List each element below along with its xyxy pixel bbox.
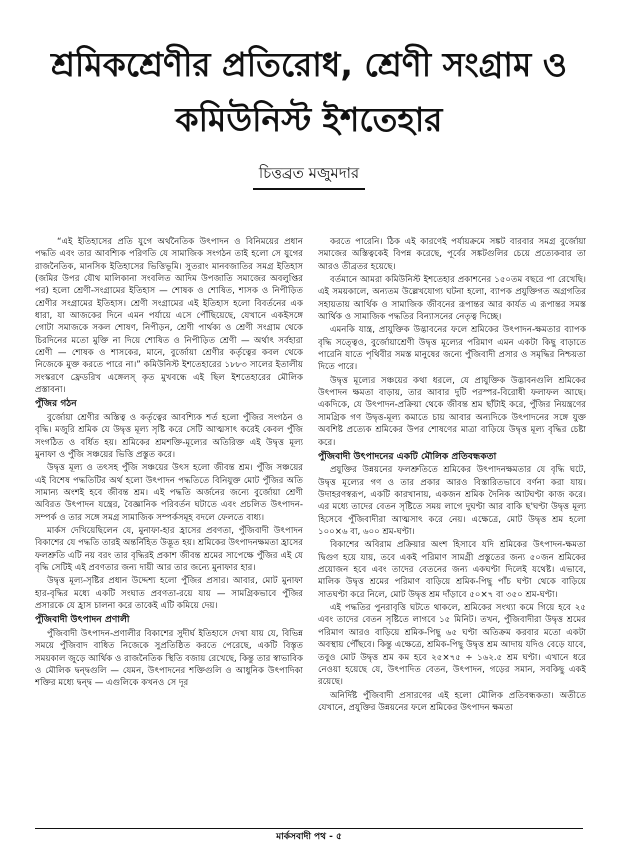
paragraph: করতে পারেনি। ঠিক এই কারণেই পর্যায়ক্রমে সঙ্কট বারবার সমগ্র বুর্জোয়া সমাজের অস্তিত্বকেই বিপন্ন করেছে, পূর্বের সঙ্কটগুলির চেয়ে প্রত্যেকবার তা আরও তীব্রতর হয়েছে। <box>318 237 586 272</box>
section-heading: পুঁজির গঠন <box>35 398 77 410</box>
article-title-line-2: কমিউনিস্ট ইশতেহার <box>175 100 443 139</box>
paragraph: এমনকি যান্ত্র, প্রাযুক্তিক উদ্ভাবনের ফলে শ্রমিকের উৎপাদন-ক্ষমতার ব্যাপক বৃদ্ধি সত্ত্বেও, বুর্জোয়াশ্রেণী উদ্বৃত্ত মূল্যের পরিমাণ এমন একটা কিছু বাড়াতে পারেনি যাতে পৃথিবীর সমস্ত মানুষের জন্যে পুঁজিবাদী প্রসার ও সমৃদ্ধির নিশ্চয়তা দিতে পারে। <box>318 325 586 373</box>
paragraph: “এই ইতিহাসের প্রতি যুগে অর্থনৈতিক উৎপাদন ও বিনিময়ের প্রধান পদ্ধতি এবং তার আবশ্যিক পরিণতি যে সামাজিক সংগঠন তাই হলো সে যুগের রাজনৈতিক, মানসিক ইতিহাসের ভিত্তিভূমি। সুতরাং মানবজাতির সমগ্র ইতিহাস (জমির উপর যৌথ মালিকানা সংবলিত আদিম উপজাতি সমাজের অবলুপ্তির পর) হলো শ্রেণী-সংগ্রামের ইতিহাস — শোষক ও শোষিত, শাসক ও নিপীড়িত শ্রেণীর সংগ্রামের ইতিহাস। শ্রেণী সংগ্রামের এই ইতিহাস হলো বিবর্তনের এক ধারা, যা আজকের দিনে এমন পর্যায়ে এসে পৌঁছিয়েছে, যেখানে একইসঙ্গে গোটা সমাজকে সকল শোষণ, নিপীড়ন, শ্রেণী পার্থক্য ও শ্রেণী সংগ্রাম থেকে চিরদিনের মতো মুক্তি না দিয়ে শোষিত ও নিপীড়িত শ্রেণী — অর্থাৎ সর্বহারা শ্রেণী — শোষক ও শাসকের, মানে, বুর্জোয়া শ্রেণীর কর্তৃত্বের কবল থেকে নিজেকে মুক্ত করতে পারে না।” কমিউনিস্ট ইশতেহারের ১৮৮৩ সালের ইতালীয় সংস্করণে ফ্রেডরিখ এঙ্গেলস্ কৃত মুখবন্ধে এই ছিল ইশতেহারের মৌলিক প্রস্তাবনা। <box>35 237 303 396</box>
paragraph: উদ্বৃত্ত মূল্য ও তৎসহ পুঁজি সঞ্চয়ের উৎস হলো জীবন্ত শ্রম। পুঁজি সঞ্চয়ের এই বিশেষ পদ্ধতিটির অর্থ হলো উৎপাদন পদ্ধতিতে বিনিযুক্ত মোট পুঁজির অতি সামান্য অংশই হবে জীবন্ত শ্রম। এই পদ্ধতি অর্জনের জন্যে বুর্জোয়া শ্রেণী অবিরত উৎপাদন যন্ত্রের, বৈজ্ঞানিক পরিবর্তন ঘটাতে এবং প্রচলিত উৎপাদন-সম্পর্ক ও তার সঙ্গে সমগ্র সামাজিক সম্পর্কসমূহ বদলে ফেলতে বাধ্য। <box>35 463 303 523</box>
page-footer <box>0 828 618 846</box>
paragraph: উদ্বৃত্ত মূল্যের সঞ্চয়ের কথা ধরলে, যে প্রাযুক্তিক উদ্ভাবনগুলি শ্রমিকের উৎপাদন ক্ষমতা বাড়ায়, তার আবার দুটি পরস্পর-বিরোধী ফলাফল আছে। একদিকে, যে উৎপাদন-প্রক্রিয়া থেকে জীবন্ত শ্রম ছাঁটাই করে, পুঁজির নিয়ন্ত্রণের সামগ্রিক গণ উদ্বৃত্ত-মূল্য কমাতে চায় আবার অন্যদিকে উৎপাদনের সঙ্গে যুক্ত অবশিষ্ট প্রত্যেক শ্রমিকের উপর শোষণের মাত্রা বাড়িয়ে উদ্বৃত্ত মূল্য বৃদ্ধির চেষ্টা করে। <box>318 375 586 448</box>
paragraph: বর্তমানে আমরা কমিউনিস্ট ইশতেহার প্রকাশনের ১৫০তম বছরে পা রেখেছি। এই সময়কালে, অন্যতম উল্লেখযোগ্য ঘটনা হলো, ব্যাপক প্রযুক্তিগত অগ্রগতির সহায়তায় আর্থিক ও সামাজিক জীবনের রূপান্তর আর কার্যত এ রূপান্তর সমস্ত আর্থিক ও সামাজিক পদ্ধতির বিন্যাসনের নেতৃত্ব দিচ্ছে। <box>318 275 586 323</box>
paragraph: এই পদ্ধতির পুনরাবৃত্তি ঘটতে থাকলে, শ্রমিকের সংখ্যা কমে গিয়ে হবে ২৫ এবং তাদের বেতন সৃষ্টিতে লাগবে ১৫ মিনিট। তখন, পুঁজিবাদীরা উদ্বৃত্ত শ্রমের পরিমাণ আরও বাড়িয়ে শ্রমিক-পিছু ৬৫ ঘণ্টা অতিক্রম করবার মতো একটা অবস্থায় পৌঁছবে। কিন্তু এক্ষেত্রে, শ্রমিক-পিছু উদ্বৃত্ত শ্রম আদায় যদিও বেড়ে যাবে, তবুও মোট উদ্বৃত্ত শ্রম কম হবে ২৫×৭৫ ÷ ১৬২.৫ শ্রম ঘণ্টা। এখানে ধরে নেওয়া হয়েছে যে, উৎপাদিত বেতন, উৎপাদন, গড়ের সমান, সবকিছু একই রয়েছে। <box>318 603 586 688</box>
paragraph: প্রযুক্তির উন্নয়নের ফলশ্রুতিতে শ্রমিকের উৎপাদনক্ষমতার যে বৃদ্ধি ঘটে, উদ্বৃত্ত মূল্যের গণ ও তার প্রকার আরও বিস্তারিতভাবে বর্ণনা করা যায়। উদাহরণস্বরূপ, একটি কারখানায়, একজন শ্রমিক দৈনিক আটঘণ্টা কাজ করে। এর মধ্যে তাদের বেতন সৃষ্টিতে সময় লাগে দুঘণ্টা আর বাকি ছ'ঘণ্টা উদ্বৃত্ত মূল্য হিসেবে পুঁজিবাদীরা আত্মসাৎ করে নেয়। এক্ষেত্রে, মোট উদ্বৃত্ত শ্রম হলো ১০০×৬ বা, ৬০০ শ্রম-ঘণ্টা। <box>318 465 586 538</box>
paragraph: অনির্দিষ্ট পুঁজিবাদী প্রসারণের এই হলো মৌলিক প্রতিবন্ধকতা। অতীতে যেখানে, প্রযুক্তির উন্নয়নের ফলে শ্রমিকের উৎপাদন ক্ষমতা <box>318 690 586 713</box>
paragraph: উদ্বৃত্ত মূল্য-সৃষ্টির প্রধান উদ্দেশ্য হলো পুঁজির প্রসার। আবার, মোট মুনাফা হার-বৃদ্ধির মধ্যে একটি সংঘাত প্রবণতা-রয়ে যায় — সামগ্রিকভাবে পুঁজির প্রসারকে যে হ্রাস চালনা করে তাকেই এটি কমিয়ে দেয়। <box>35 576 303 612</box>
section-heading: পুঁজিবাদী উৎপাদনের একটি মৌলিক প্রতিবন্ধকতা <box>318 450 497 462</box>
section-heading: পুঁজিবাদী উৎপাদন প্রণালী <box>35 614 130 626</box>
paragraph: বুর্জোয়া শ্রেণীর অস্তিত্ব ও কর্তৃত্বের আবশ্যিক শর্ত হলো পুঁজির সংগঠন ও বৃদ্ধি। মজুরি শ্রমিক যে উদ্বৃত্ত মূল্য সৃষ্টি করে সেটি আত্মসাৎ করেই কেবল পুঁজি সংগঠিত ও বর্ধিত হয়। শ্রমিকের শ্রমশক্তি-মূল্যের অতিরিক্ত এই উদ্বৃত্ত মূল্য মুনাফা ও পুঁজি সঞ্চয়ের ভিত্তি প্রস্তুত করে। <box>35 412 303 460</box>
paragraph: বিকাশের অবিরাম প্রক্রিয়ার অংশ হিসাবে যদি শ্রমিকের উৎপাদন-ক্ষমতা দ্বিগুণ হয়ে যায়, তবে একই পরিমাণ সামগ্রী প্রস্তুতের জন্য ৫০জন শ্রমিকের প্রয়োজন হবে এবং তাদের বেতনের জন্য একঘণ্টা দিলেই যথেষ্ট। এভাবে, মালিক উদ্বৃত্ত শ্রমের পরিমাণ বাড়িয়ে শ্রমিক-পিছু পাঁচ ঘণ্টা থেকে বাড়িয়ে সাতঘণ্টা করে নিলে, মোট উদ্বৃত্ত শ্রম দাঁড়াবে ৫০×৭ বা ৩৫০ শ্রম-ঘণ্টা। <box>318 540 586 600</box>
footer-rule <box>35 828 583 829</box>
article-title-line-1: শ্রমিকশ্রেণীর প্রতিরোধ, শ্রেণী সংগ্রাম ও <box>50 45 568 84</box>
paragraph: পুঁজিবাদী উৎপাদন-প্রণালীর বিকাশের সুদীর্ঘ ইতিহাসে দেখা যায় যে, বিভিন্ন সময়ে পুঁজিবাদ বাধিত নিজেকে সুপ্রতিষ্ঠিত করতে পেরেছে, একটি বিস্তৃত সময়কাল জুড়ে আর্থিক ও রাজনৈতিক স্থিতি বজায় রেখেছে, কিন্তু তার স্বাভাবিক ও মৌলিক দ্বন্দ্বগুলি — যেমন, উৎপাদনের শক্তিগুলি ও আধুনিক উৎপাদিকা শক্তির মধ্যে দ্বন্দ্ব — এগুলিকে কখনও সে দূর <box>35 628 303 689</box>
right-column <box>318 236 586 818</box>
left-column <box>35 236 303 818</box>
author-name: চিত্তব্রত মজুমদার <box>258 164 360 182</box>
footer-page-label: মার্কসবাদী পথ - ৫ <box>276 832 342 842</box>
author-underline <box>253 188 365 190</box>
paragraph: মার্কস দেখিয়েছিলেন যে, মুনাফা-হার হ্রাসের প্রবণতা, পুঁজিবাদী উৎপাদন বিকাশের যে পদ্ধতি তারই অন্তর্নিহিত উদ্ভূত হয়। শ্রমিকের উৎপাদনক্ষমতা হ্রাসের ফলশ্রুতি এটি নয় বরং তার বৃদ্ধিরই প্রকাশ জীবন্ত শ্রমের সাপেক্ষে পুঁজির এই যে বৃদ্ধি সেটিই এই প্রবণতার জন্য দায়ী আর তার জন্যে মুনাফার হার। <box>35 526 303 574</box>
